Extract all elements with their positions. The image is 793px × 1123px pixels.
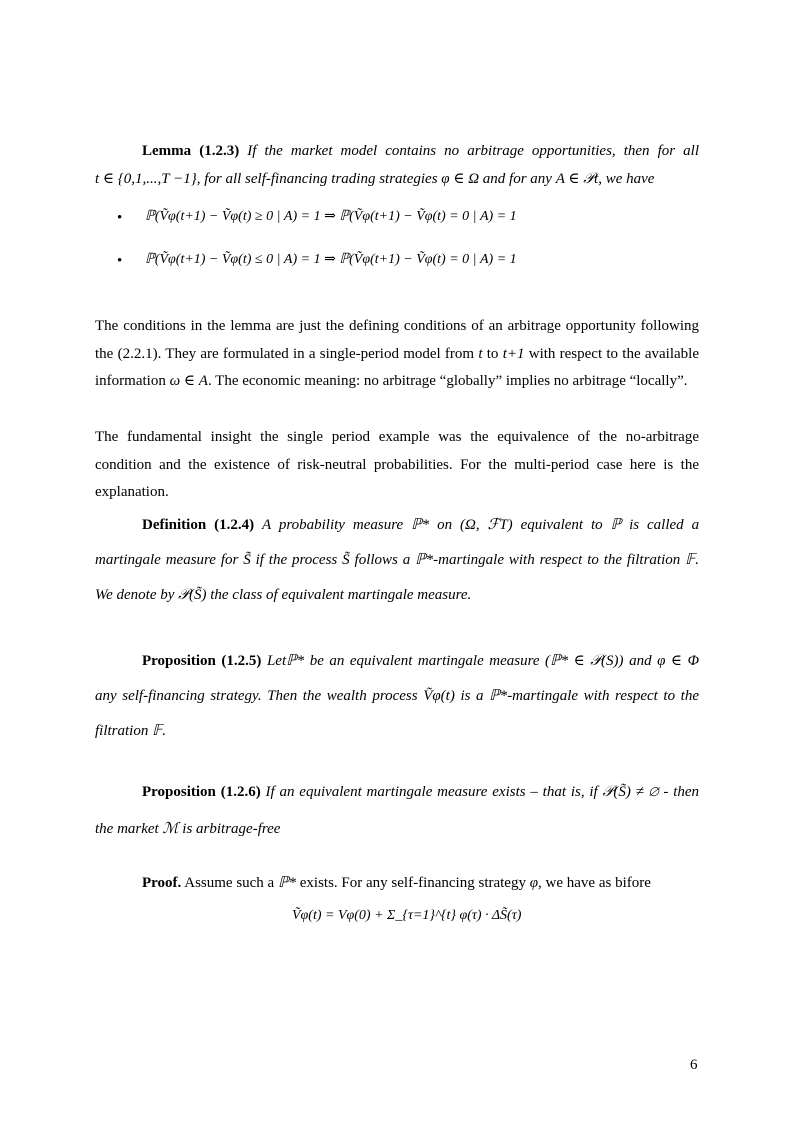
proposition-text: If an equivalent martingale measure exists – that is, if: [265, 784, 598, 800]
math-t: t: [478, 345, 483, 362]
lemma-math-a: A ∈ 𝒫t: [555, 171, 599, 187]
paragraph-conditions: [95, 313, 699, 396]
paragraph-text: to: [486, 345, 499, 362]
proposition-126-block: [95, 774, 699, 848]
lemma-formula-1: ℙ(Ṽφ(t+1) − Ṽφ(t) ≥ 0 | A) = 1 ⇒ ℙ(Ṽφ(t+1) − Ṽφ(t) = 0 | A) = 1: [145, 209, 517, 224]
definition-text: A probability measure: [262, 517, 404, 533]
proposition-text: ) and: [618, 653, 652, 669]
lemma-math-t-set: t ∈ {0,1,...,T −1}: [95, 171, 197, 187]
math-space: (Ω, ℱT): [460, 517, 513, 533]
lemma-math-phi: φ ∈ Ω: [441, 171, 480, 187]
paragraph-text: . The economic meaning: no arbitrage “globally” implies no arbitrage “locally”.: [207, 373, 688, 389]
math-p: ℙ: [610, 517, 622, 533]
math-p-star: ℙ*: [286, 653, 305, 669]
lemma-text: , for all self-financing trading strategies: [196, 171, 438, 187]
paragraph-insight: The fundamental insight the single period example was the equivalence of the no-arbitrage condition and the existence of risk-neutral probabilities. For the multi-period case here is the explanation.: [95, 429, 699, 500]
definition-text: follows a: [354, 552, 411, 568]
lemma-line-2: [95, 166, 699, 194]
page-number: 6: [690, 1057, 698, 1073]
math-nonempty-condition: 𝒫(S̃) ≠ ∅: [602, 784, 659, 800]
math-p-star: ℙ*: [411, 517, 430, 533]
math-t-plus-1: t+1: [502, 345, 525, 362]
proposition-125-block: [95, 644, 699, 749]
math-p-star: ℙ*: [489, 688, 508, 704]
proposition-text: is arbitrage-free: [182, 821, 281, 837]
math-filtration: 𝔽: [685, 552, 696, 568]
lemma-heading: Lemma (1.2.3): [142, 143, 240, 159]
proposition-text: Let: [266, 653, 287, 669]
math-p-star: ℙ*: [415, 552, 434, 568]
definition-heading: Definition (1.2.4): [142, 517, 255, 533]
proposition-text: .: [162, 723, 166, 739]
math-s-tilde: S̃: [342, 552, 350, 568]
proof-equation: Ṽφ(t) = Vφ(0) + Σ_{τ=1}^{t} φ(τ) · ΔS̃(τ): [292, 908, 522, 923]
math-wealth-process: Ṽφ(t): [423, 688, 455, 704]
definition-block: [95, 508, 699, 613]
math-omega-in-a: ω ∈ A: [169, 373, 208, 389]
bullet-2: •: [117, 253, 123, 269]
math-s-tilde: S̃: [243, 552, 251, 568]
proof-text: , we have as bifore: [538, 875, 651, 891]
definition-text: if the process: [255, 552, 338, 568]
definition-text: equivalent to: [520, 517, 603, 533]
bullet-1: •: [117, 210, 123, 226]
paragraph-text: with respect to the available information: [95, 345, 699, 389]
paragraph-text: The conditions in the lemma are just the defining conditions of an arbitrage opportunity following the (2.2.1). They are formulated in a single-period model from: [95, 318, 699, 362]
math-market: ℳ: [162, 821, 179, 837]
definition-text: -martingale with respect to the filtration: [433, 552, 681, 568]
proof-text: exists. For any self-financing strategy: [299, 875, 526, 891]
lemma-text: , we have: [598, 171, 655, 187]
proposition-text: any self-financing strategy. Then the wealth process: [95, 688, 418, 704]
definition-text: the class of equivalent martingale measure.: [210, 587, 472, 603]
math-p-star: ℙ*: [277, 875, 297, 891]
proposition-text: be an equivalent martingale measure (: [309, 653, 551, 669]
proposition-text: - then the market: [95, 784, 700, 837]
lemma-block: [95, 138, 699, 166]
proposition-126-heading: Proposition (1.2.6): [142, 784, 261, 800]
math-filtration: 𝔽: [152, 723, 163, 739]
definition-text: is called a martingale measure for: [95, 517, 700, 568]
lemma-text: If the market model contains no arbitrage opportunities, then for all: [247, 143, 699, 159]
proof-text: Assume such a: [184, 875, 275, 891]
proposition-125-heading: Proposition (1.2.5): [142, 653, 262, 669]
lemma-formula-2: ℙ(Ṽφ(t+1) − Ṽφ(t) ≤ 0 | A) = 1 ⇒ ℙ(Ṽφ(t+1) − Ṽφ(t) = 0 | A) = 1: [145, 252, 517, 267]
proof-heading: Proof.: [142, 875, 182, 891]
math-phi: φ: [529, 875, 539, 891]
proof-block: [95, 870, 699, 898]
math-p-star-in-class: ℙ* ∈ 𝒫(S): [550, 653, 619, 669]
math-class: 𝒫(S̃): [178, 587, 207, 603]
proposition-text: -martingale with respect to the filtration: [95, 688, 700, 739]
proposition-text: is a: [460, 688, 484, 704]
math-phi-in-phi: φ ∈ Φ: [657, 653, 699, 669]
definition-text: . We denote by: [95, 552, 700, 603]
definition-text: on: [437, 517, 453, 533]
lemma-text: and for any: [482, 171, 552, 187]
